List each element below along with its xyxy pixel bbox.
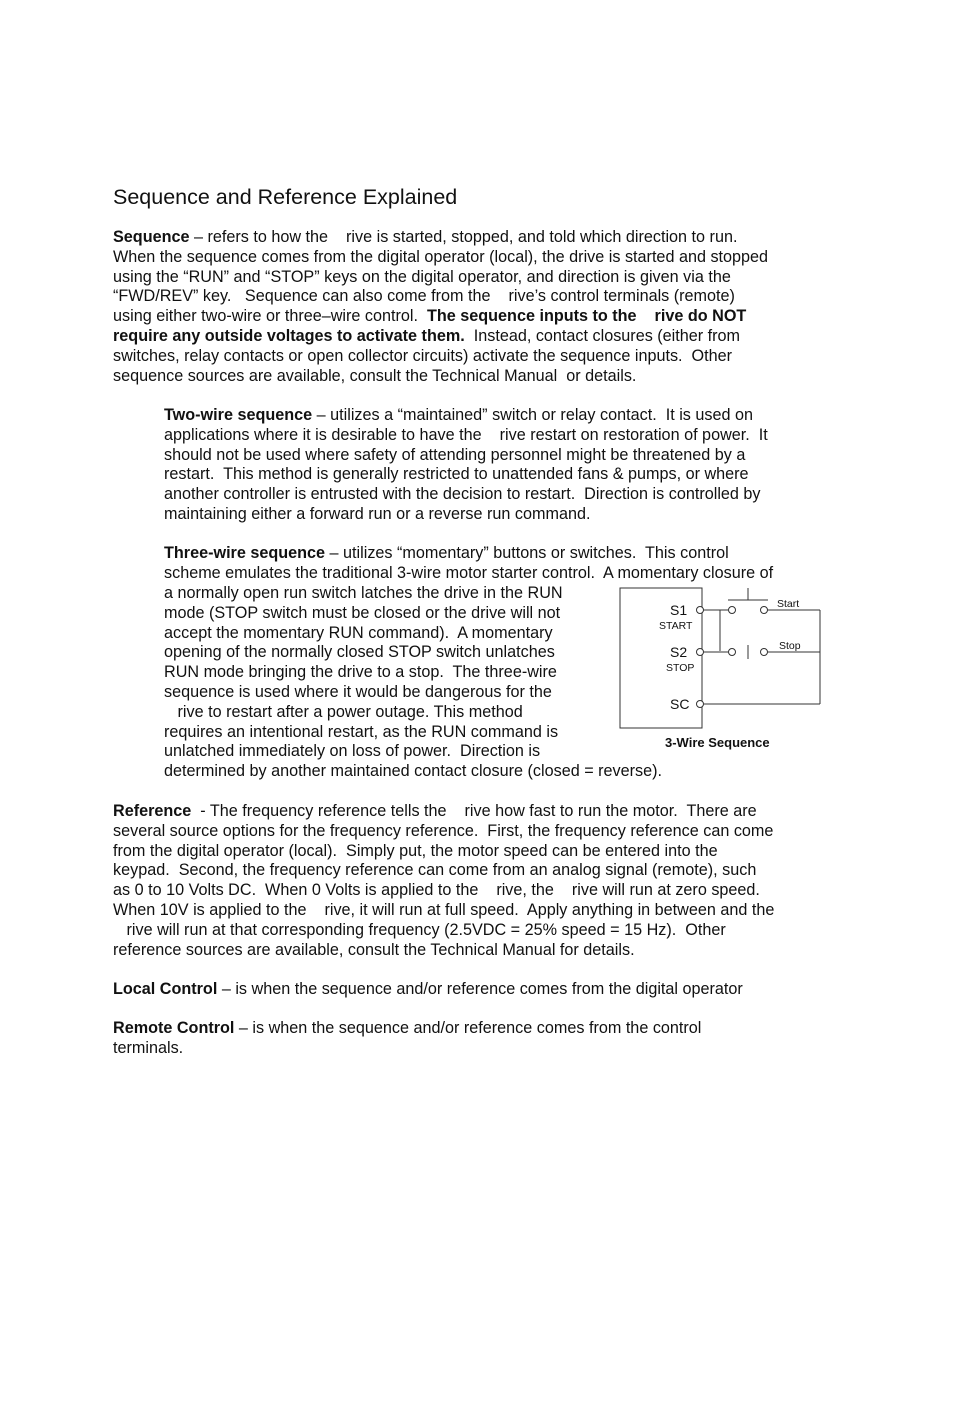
two-wire-line-4: restart. This method is generally restricted to unattended fans & pumps, or where: [164, 465, 749, 484]
reference-line-4: keypad. Second, the frequency reference can come from an analog signal (remote), such: [113, 861, 757, 880]
start-contact-right: [761, 607, 768, 614]
reference-term: Reference: [113, 802, 192, 820]
two-wire-line-1: Two-wire sequence – utilizes a “maintained” switch or relay contact. It is used on: [164, 406, 753, 424]
local-control-line: Local Control – is when the sequence and/or reference comes from the digital operator: [113, 980, 743, 998]
reference-line-5: as 0 to 10 Volts DC. When 0 Volts is applied to the rive, the rive will run at zero speed.: [113, 881, 760, 900]
sequence-line-1: Sequence – refers to how the rive is started, stopped, and told which direction to run.: [113, 228, 738, 246]
sequence-line-2: When the sequence comes from the digital operator (local), the drive is started and stopped: [113, 247, 769, 266]
three-wire-paragraph-end: [164, 762, 764, 782]
local-control-paragraph: [113, 980, 828, 1000]
reference-line-8: reference sources are available, consult the Technical Manual for details.: [113, 940, 635, 959]
sequence-paragraph: [113, 228, 828, 386]
three-wire-wrap-5: RUN mode bringing the drive to a stop. The three-wire: [164, 663, 557, 682]
sequence-warning-2: require any outside voltages to activate them.: [113, 326, 465, 345]
terminal-s2: [697, 649, 704, 656]
local-control-term: Local Control: [113, 980, 218, 998]
terminal-s2-label: S2: [670, 644, 688, 660]
reference-line-6: When 10V is applied to the rive, it will run at full speed. Apply anything in between and the: [113, 900, 775, 919]
remote-control-paragraph: [113, 1019, 828, 1059]
three-wire-term: Three-wire sequence: [164, 544, 326, 562]
terminal-s1: [697, 607, 704, 614]
three-wire-wrap-4: opening of the normally closed STOP switch unlatches: [164, 643, 555, 662]
two-wire-line-6: maintaining either a forward run or a reverse run command.: [164, 504, 591, 523]
three-wire-paragraph-top: [164, 544, 834, 584]
three-wire-wrap-1: a normally open run switch latches the drive in the RUN: [164, 584, 563, 602]
sequence-line-3: using the “RUN” and “STOP” keys on the digital operator, and direction is given via the: [113, 267, 731, 286]
sequence-line-6: require any outside voltages to activate them. Instead, contact closures (either from: [113, 326, 741, 345]
stop-switch-label: Stop: [779, 640, 801, 652]
reference-line-1: Reference - The frequency reference tells the rive how fast to run the motor. There are: [113, 802, 757, 820]
three-wire-wrap-9: unlatched immediately on loss of power. Direction is: [164, 742, 541, 761]
sequence-line-5: using either two-wire or three–wire control. The sequence inputs to the rive do NOT: [113, 307, 747, 326]
terminal-sc: [697, 701, 704, 708]
sequence-line-4: “FWD/REV” key. Sequence can also come from the rive’s control terminals (remote): [113, 287, 735, 306]
remote-control-term: Remote Control: [113, 1019, 235, 1037]
sequence-warning-1: The sequence inputs to the rive do NOT: [427, 307, 747, 326]
terminal-sc-label: SC: [670, 696, 690, 712]
three-wire-line-2: scheme emulates the traditional 3-wire motor starter control. A momentary closure of: [164, 563, 774, 582]
three-wire-wrap-2: mode (STOP switch must be closed or the drive will not: [164, 603, 561, 622]
reference-line-2: several source options for the frequency reference. First, the frequency reference can come: [113, 821, 774, 840]
terminal-block: [620, 588, 702, 728]
start-switch-label: Start: [777, 598, 800, 610]
terminal-start-small-label: START: [659, 620, 693, 632]
sequence-term: Sequence: [113, 228, 190, 246]
three-wire-line-1: Three-wire sequence – utilizes “momentary” buttons or switches. This control: [164, 544, 729, 562]
reference-line-3: from the digital operator (local). Simply put, the motor speed can be entered into the: [113, 841, 718, 860]
three-wire-diagram: [615, 585, 825, 755]
two-wire-line-5: another controller is entrusted with the decision to restart. Direction is controlled by: [164, 485, 761, 504]
start-contact-left: [729, 607, 736, 614]
three-wire-wrap-6: sequence is used where it would be dangerous for the: [164, 682, 552, 701]
terminal-s1-label: S1: [670, 602, 688, 618]
three-wire-paragraph-wrapped: [164, 584, 604, 762]
remote-control-line-1: Remote Control – is when the sequence and/or reference comes from the control: [113, 1019, 702, 1037]
three-wire-wrap-7: rive to restart after a power outage. This method: [164, 702, 523, 721]
three-wire-last-line: determined by another maintained contact closure (closed = reverse).: [164, 762, 663, 780]
page-title: Sequence and Reference Explained: [113, 185, 458, 209]
sequence-line-8: sequence sources are available, consult the Technical Manual or details.: [113, 366, 637, 385]
three-wire-wrap-3: accept the momentary RUN command). A momentary: [164, 623, 553, 642]
three-wire-wrap-8: requires an intentional restart, as the RUN command is: [164, 722, 559, 741]
stop-contact-right: [761, 649, 768, 656]
two-wire-term: Two-wire sequence: [164, 406, 313, 424]
diagram-caption: 3-Wire Sequence: [665, 735, 770, 750]
stop-contact-left: [729, 649, 736, 656]
two-wire-paragraph: [164, 406, 824, 525]
reference-line-7: rive will run at that corresponding frequency (2.5VDC = 25% speed = 15 Hz). Other: [113, 920, 726, 939]
terminal-stop-small-label: STOP: [666, 662, 695, 674]
sequence-line-7: switches, relay contacts or open collector circuits) activate the sequence inputs. Other: [113, 346, 733, 365]
two-wire-line-2: applications where it is desirable to have the rive restart on restoration of power. It: [164, 425, 768, 444]
reference-paragraph: [113, 802, 828, 960]
remote-control-line-2: terminals.: [113, 1038, 184, 1057]
two-wire-line-3: should not be used where safety of attending personnel might be threatened by a: [164, 445, 746, 464]
